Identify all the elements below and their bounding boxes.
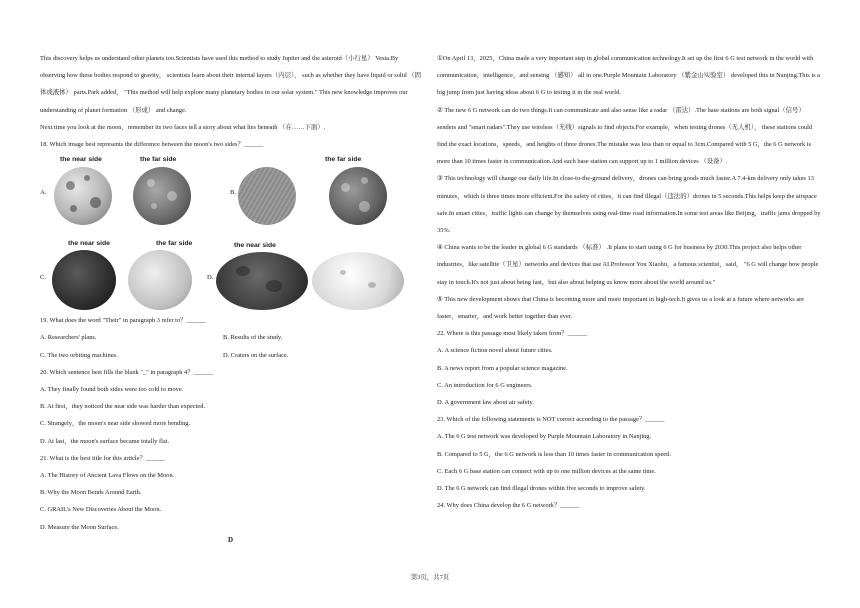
- paragraph: ⑤ This new development shows that China is becoming more and more important in high-tech.It gives us a look at a future where networks are faster，smarter，and work better together than ever.: [437, 295, 805, 321]
- question-19-options-row1: [40, 329, 423, 346]
- option[interactable]: A. The History of Ancient Lava Flows on the Moon.: [40, 472, 175, 480]
- option[interactable]: C. Strangely，the moon's near side showed more bending.: [40, 420, 191, 428]
- moon-far-side-image-a[interactable]: [133, 167, 191, 225]
- image-caption: the near side: [60, 156, 102, 164]
- question-24: 24. Why does China develop the 6 G network？______: [437, 502, 580, 510]
- moon-far-side-image-b[interactable]: [329, 167, 387, 225]
- question-18-image-options: [40, 154, 423, 312]
- question-18: 18. Which image best represents the difference between the moon's two sides？______: [40, 141, 264, 149]
- image-caption: the far side: [325, 156, 362, 164]
- question-23: 23. Which of the following statements is NOT correct according to the passage？______: [437, 416, 665, 424]
- option[interactable]: C. Each 6 G base station can connect with up to one million devices at the same time.: [437, 467, 656, 475]
- left-column: [40, 50, 423, 536]
- option[interactable]: D. A government law about air safety.: [437, 399, 534, 407]
- paragraph: ③ This technology will change our daily life.In close-to-the-ground delivery，drones can bring goods much faster.A 7.4-km delivery only takes 13 minutes，which is three times more efficient.For the safety of cities，it can find illegal（违法的）drones in 5 seconds.This helps keep the airspace safe.In smart cities，traffic lights can change by themselves using real-time road information.In some test areas like Beijing，traffic jams dropped by 35%.: [437, 175, 821, 235]
- moon-near-side-image-c[interactable]: [52, 250, 116, 310]
- option-c-label: C.: [40, 274, 47, 282]
- moon-far-side-image-d[interactable]: [312, 252, 404, 310]
- option[interactable]: C. The two orbiting machines.: [40, 351, 118, 359]
- option[interactable]: B. At first，they noticed the near side was harder than expected.: [40, 403, 206, 411]
- option-d-label: D.: [207, 274, 214, 282]
- option[interactable]: D. At last，the moon's surface became totally flat.: [40, 437, 170, 445]
- right-column: [437, 50, 821, 514]
- option[interactable]: A. They finally found both sides were too cold to move.: [40, 386, 184, 394]
- option[interactable]: C. An introduction for 6 G engineers.: [437, 381, 533, 389]
- question-22: 22. Where is this passage most likely taken from？______: [437, 330, 587, 338]
- option[interactable]: B. Why the Moon Bends Around Earth.: [40, 489, 142, 497]
- answer-mark: D: [228, 536, 234, 544]
- option[interactable]: D. Craters on the surface.: [223, 351, 289, 359]
- option[interactable]: B. Results of the study.: [223, 334, 283, 342]
- question-19: 19. What does the word "Their" in paragraph 3 refer to？______: [40, 317, 206, 325]
- option[interactable]: B. A news report from a popular science magazine.: [437, 364, 568, 372]
- option[interactable]: A. A science fiction novel about future cities.: [437, 347, 553, 355]
- question-21: 21. What is the best title for this article？______: [40, 454, 166, 462]
- option-b-label: B.: [230, 189, 237, 197]
- option[interactable]: B. Compared to 5 G，the 6 G network is less than 10 times faster in communication speed.: [437, 450, 671, 458]
- paragraph: ② The new 6 G network can do two things.It can communicate and also sense like a radar （雷达）.The base stations are both signal（信号）senders and "smart radars".They use wireless（无线）signals to find objects.For example，when testing drones（无人机）， these stations could find the exact locations，speeds，and heights of three drones.The mistake was less than or equal to 3cm.Compared with 5 G，the 6 G network is more than 10 times faster in communication.And each base station can support up to 1 million devices （设备）.: [437, 106, 813, 166]
- paragraph: Next time you look at the moon，remember its two faces tell a story about what lies beneath （在……下面）.: [40, 123, 326, 131]
- option[interactable]: D. The 6 G network can find illegal drones within five seconds to improve safety.: [437, 485, 646, 493]
- option[interactable]: A. The 6 G test network was developed by Purple Mountain Laboratory in Nanjing.: [437, 433, 652, 441]
- page-footer: 第3页，共7页: [410, 574, 450, 581]
- paragraph: ①On April 13，2025，China made a very important step in global communication technology.It set up the first 6 G test network in the world with communication，intelligence，and sensing （感知） all in one.Purple Mountain Laboratory （紫金山实验室） developed this in Nanjing.This is a big jump from just having ideas about 6 G to testing it in the real world.: [437, 55, 821, 97]
- moon-near-side-image-b[interactable]: [238, 167, 296, 225]
- image-caption: the far side: [156, 240, 193, 248]
- option[interactable]: A. Researchers' plans.: [40, 334, 97, 342]
- option[interactable]: D. Measure the Moon Surface.: [40, 523, 119, 531]
- question-20: 20. Which sentence best fills the blank "_" in paragraph 4？______: [40, 368, 213, 376]
- moon-near-side-image-d[interactable]: [216, 252, 308, 310]
- image-caption: the far side: [140, 156, 177, 164]
- option[interactable]: C. GRAIL's New Discoveries About the Moon.: [40, 506, 162, 514]
- paragraph: ④ China wants to be the leader in global 6 G standards （标准） .It plans to start using 6 G for business by 2030.This project also helps other industries，like satellite（卫星）networks and devices that use AI.Professor You Xiaohu，a famous scientist，said， "6 G will change how people stay in touch.It's not just about being fast，but also about helping us know more about the world around us.": [437, 244, 819, 286]
- moon-near-side-image-a[interactable]: [54, 167, 112, 225]
- question-19-options-row2: [40, 347, 423, 364]
- moon-far-side-image-c[interactable]: [128, 250, 192, 310]
- image-caption: the near side: [234, 242, 276, 250]
- image-caption: the near side: [68, 240, 110, 248]
- option-a-label: A.: [40, 189, 47, 197]
- paragraph: This discovery helps us understand other planets too.Scientists have used this method to study Jupiter and the asteroid（小行星） Vesta.By observing how these bodies respond to gravity， scientists learn about their internal layers（内层）， such as whether they have liquid or solid （固体或液体） parts.Park added， "This method will help explore many planetary bodies in our solar system." This new knowledge improves our understanding of planet formation （形成） and change.: [40, 55, 422, 114]
